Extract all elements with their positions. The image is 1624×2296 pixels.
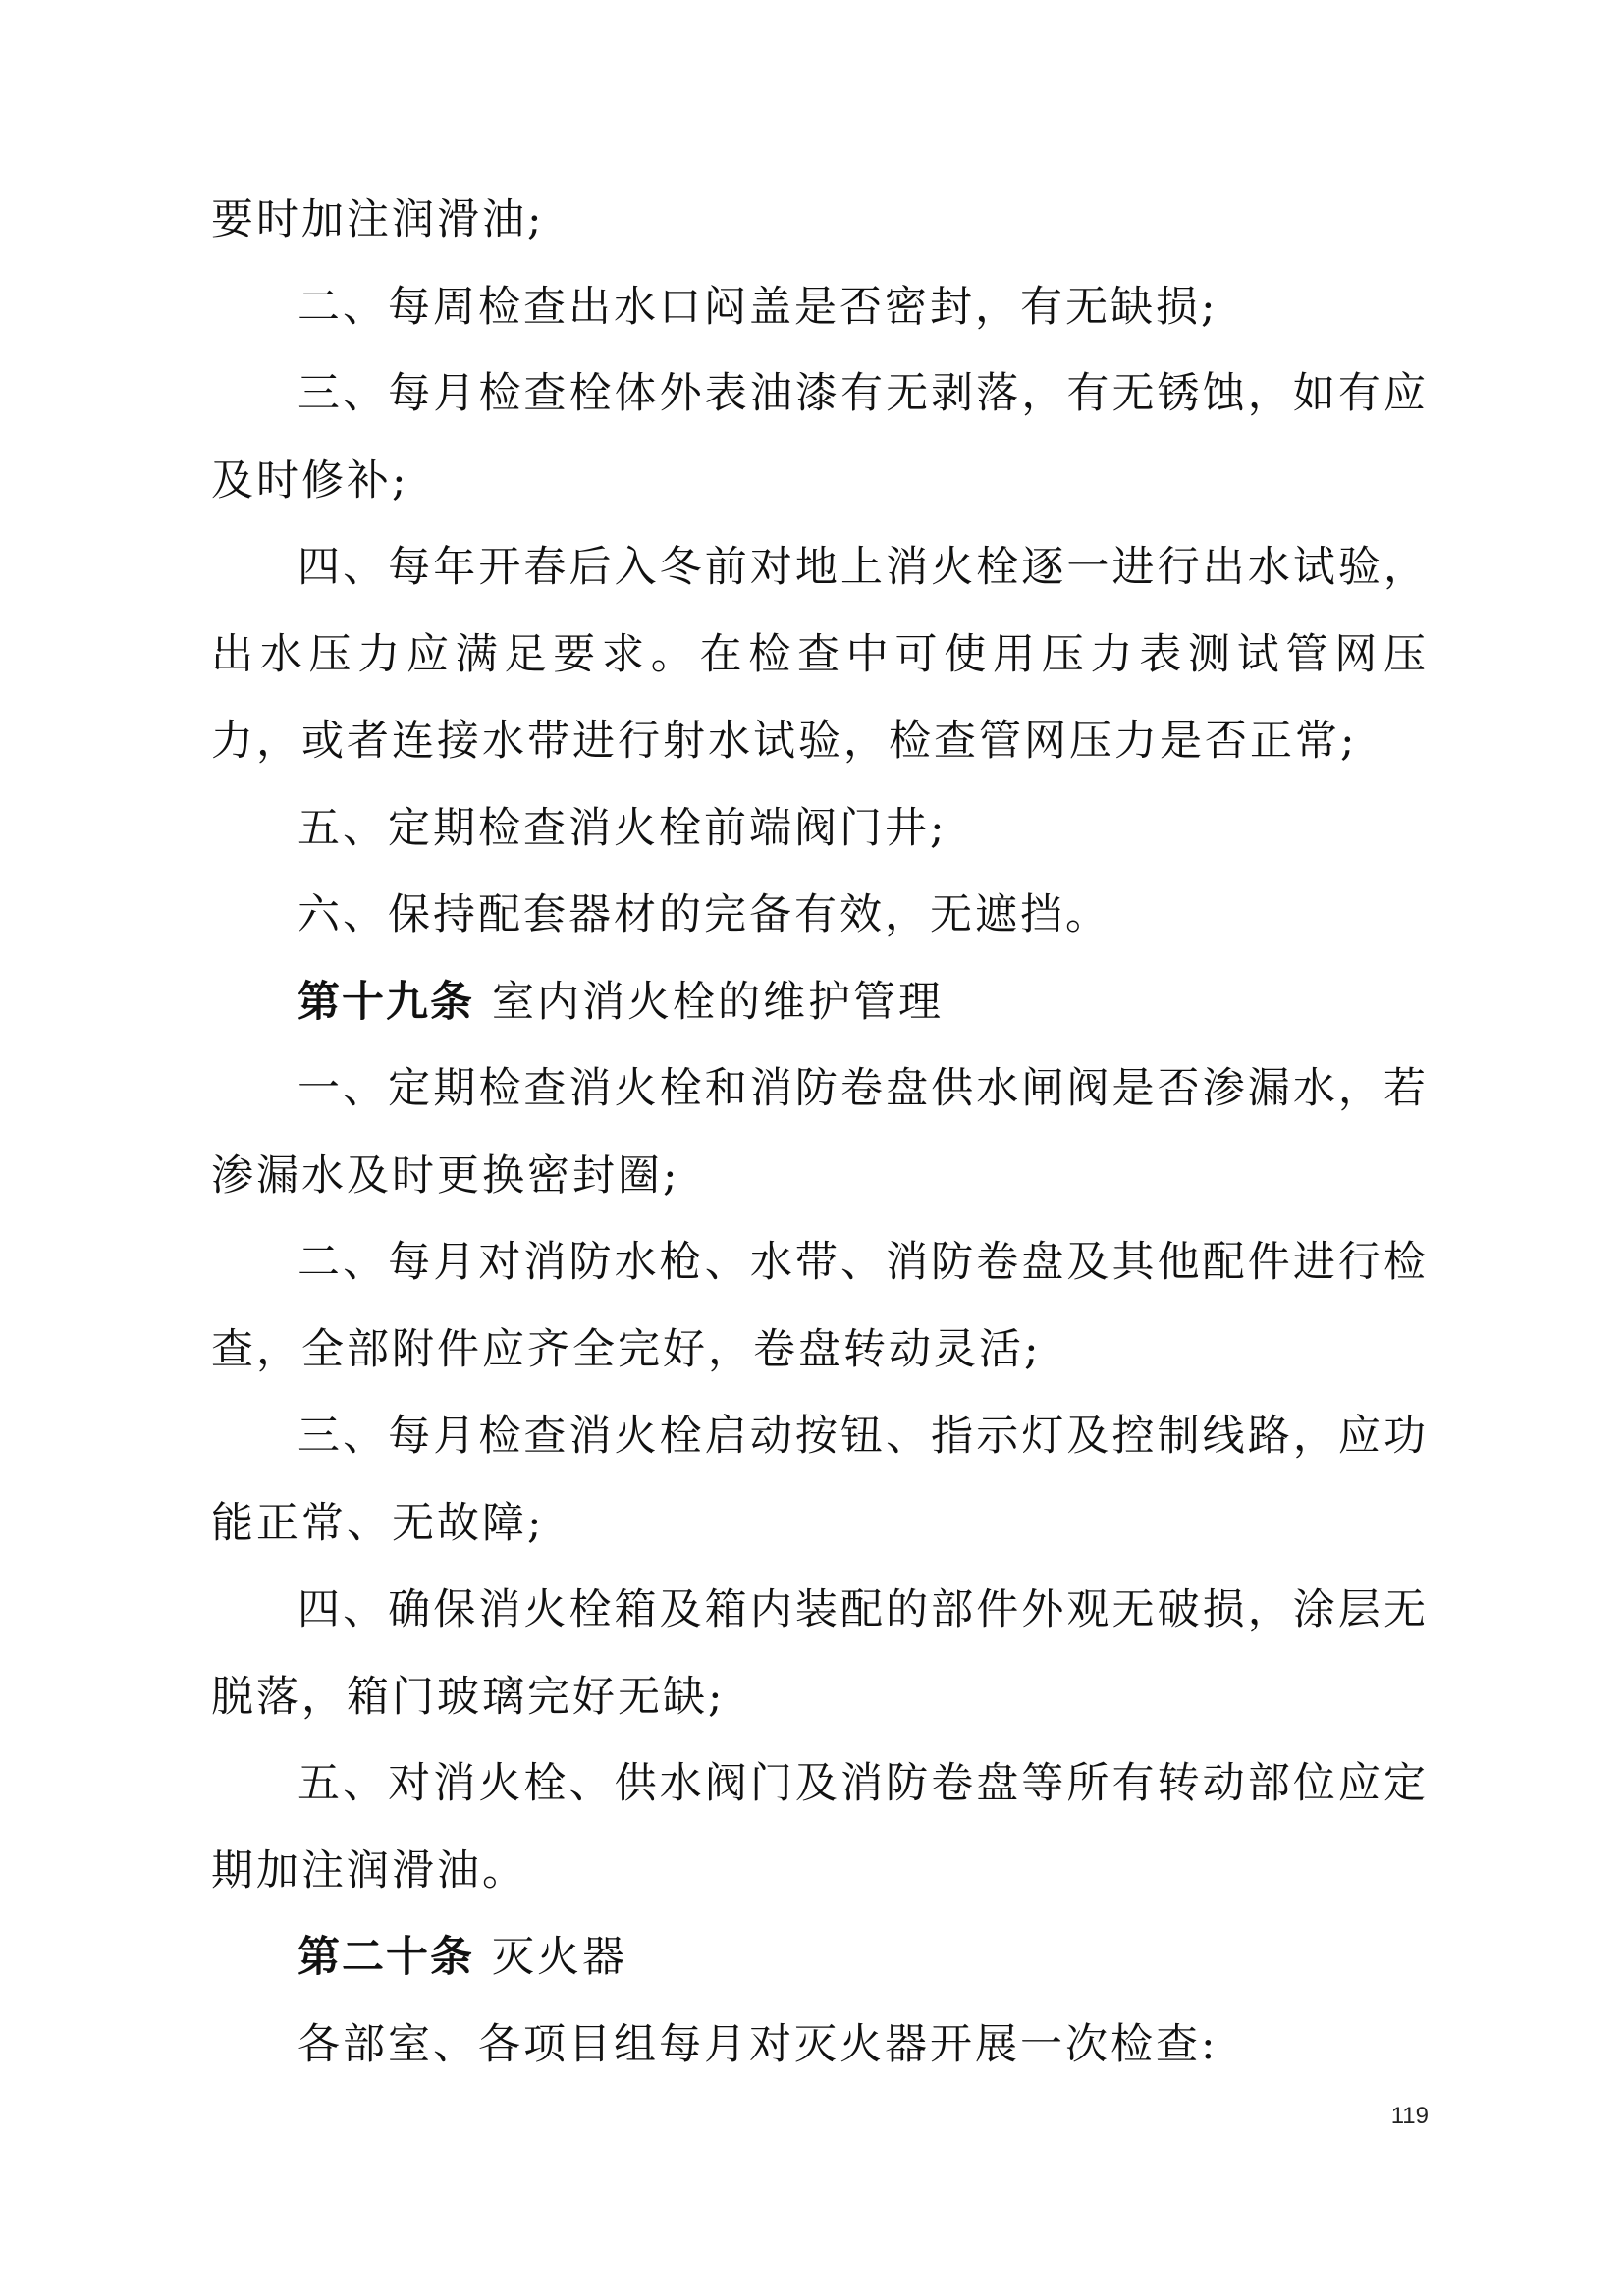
paragraph-item: 三、每月检查栓体外表油漆有无剥落，有无锈蚀，如有应及时修补; — [211, 369, 1429, 506]
page-number: 119 — [1390, 2103, 1429, 2129]
paragraph-item: 二、每周检查出水口闷盖是否密封，有无缺损; — [298, 282, 1218, 332]
article-title: 室内消火栓的维护管理 — [492, 977, 944, 1027]
body-text — [211, 177, 1429, 2088]
article-number: 第二十条 — [298, 1933, 474, 1982]
paragraph-item: 四、每年开春后入冬前对地上消火栓逐一进行出水试验，出水压力应满足要求。在检查中可使用压力表测试管网压力，或者连接水带进行射水试验，检查管网压力是否正常; — [211, 543, 1429, 766]
paragraph-item: 二、每月对消防水枪、水带、消防卷盘及其他配件进行检查，全部附件应齐全完好，卷盘转动灵活; — [211, 1238, 1429, 1374]
article-title: 灭火器 — [492, 1933, 627, 1982]
paragraph-item: 五、定期检查消火栓前端阀门井; — [298, 803, 947, 853]
paragraph-item: 四、确保消火栓箱及箱内装配的部件外观无破损，涂层无脱落，箱门玻璃完好无缺; — [211, 1585, 1429, 1722]
article-heading — [211, 959, 1429, 1046]
paragraph-continuation: 要时加注润滑油; — [211, 195, 545, 244]
paragraph-item: 各部室、各项目组每月对灭火器开展一次检查: — [298, 2019, 1218, 2069]
article-number: 第十九条 — [298, 977, 474, 1027]
article-heading — [211, 1914, 1429, 2002]
paragraph-item: 三、每月检查消火栓启动按钮、指示灯及控制线路，应功能正常、无故障; — [211, 1412, 1429, 1548]
paragraph-item: 五、对消火栓、供水阀门及消防卷盘等所有转动部位应定期加注润滑油。 — [211, 1759, 1429, 1896]
paragraph-item: 六、保持配套器材的完备有效，无遮挡。 — [298, 890, 1110, 939]
paragraph-item: 一、定期检查消火栓和消防卷盘供水闸阀是否渗漏水，若渗漏水及时更换密封圈; — [211, 1064, 1429, 1201]
